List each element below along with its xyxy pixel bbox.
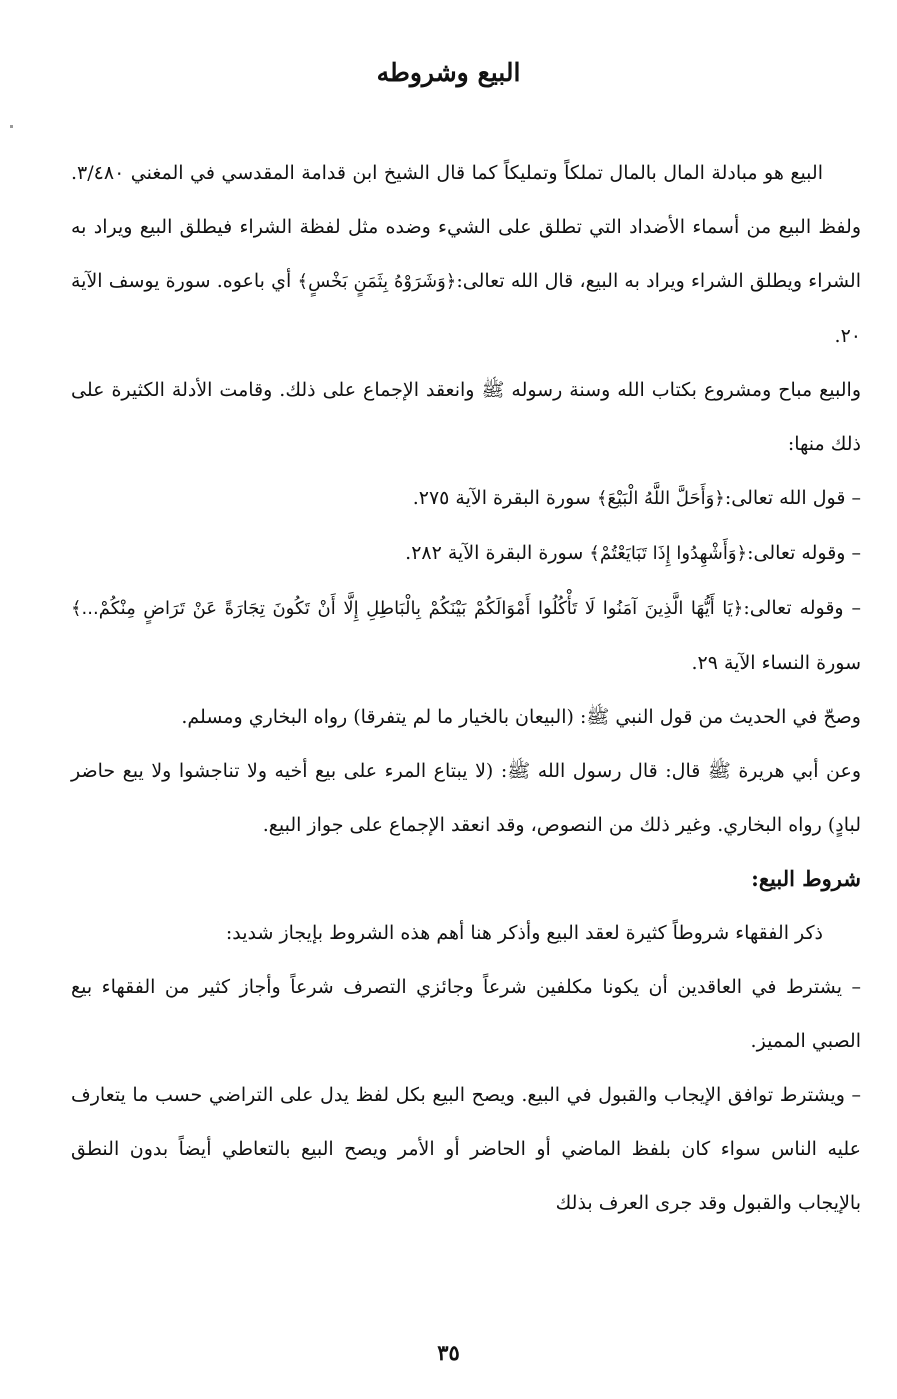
paragraph-definition — [71, 146, 861, 363]
paragraph-hadith-khiyar: وصحّ في الحديث من قول النبي ﷺ: (البيعان بالخيار ما لم يتفرقا) رواه البخاري ومسلم. — [181, 706, 861, 728]
section-heading-conditions: شروط البيع: — [751, 866, 861, 891]
evidence-item-baqarah-282 — [71, 526, 861, 581]
evidence-ref: سورة النساء الآية ٢٩. — [691, 652, 861, 674]
evidence-ref: سورة البقرة الآية ٢٧٥. — [412, 487, 597, 509]
condition-item-parties: – يشترط في العاقدين أن يكونا مكلفين شرعاً وجائزي التصرف شرعاً وأجاز كثير من الفقهاء بيع الصبي المميز. — [71, 976, 861, 1052]
evidence-item-baqarah-275 — [71, 471, 861, 526]
quran-verse-baqarah-282: ﴿وَأَشْهِدُوا إِذَا تَبَايَعْتُمْ﴾ — [589, 543, 748, 564]
scan-mark — [10, 125, 13, 128]
paragraph-definition-text: البيع هو مبادلة المال بالمال تملكاً وتمليكاً كما قال الشيخ ابن قدامة المقدسي في المغني ٣/٤٨٠. ولفظ البيع من أسماء الأضداد التي تطلق على الشيء وضده مثل لفظة الشراء فيطلق البيع ويراد به الشراء ويطلق الشراء ويراد به البيع، قال الله تعالى: — [71, 162, 862, 292]
body-text — [71, 146, 861, 1230]
paragraph-definition-end: أي باعوه. سورة يوسف الآية ٢٠. — [71, 270, 861, 347]
evidence-intro: – وقوله تعالى: — [747, 542, 861, 564]
condition-item-offer-acceptance: – ويشترط توافق الإيجاب والقبول في البيع. ويصح البيع بكل لفظ يدل على التراضي حسب ما يتعارف عليه الناس سواء كان بلفظ الماضي أو الحاضر أو الأمر ويصح البيع بالتعاطي أيضاً بدون النطق بالإيجاب والقبول وقد جرى العرف بذلك — [71, 1084, 861, 1214]
paragraph-legitimacy: والبيع مباح ومشروع بكتاب الله وسنة رسوله ﷺ وانعقد الإجماع على ذلك. وقامت الأدلة الكثيرة على ذلك منها: — [71, 379, 861, 455]
quran-verse-nisa-29: ﴿يَا أَيُّهَا الَّذِينَ آمَنُوا لَا تَأْكُلُوا أَمْوَالَكُمْ بَيْنَكُمْ بِالْبَاطِلِ إِلَّا أَنْ تَكُونَ تِجَارَةً عَنْ تَرَاضٍ مِنْكُمْ...﴾ — [71, 598, 744, 619]
evidence-intro: – وقوله تعالى: — [743, 597, 861, 619]
paragraph-hadith-abu-hurayra: وعن أبي هريرة ﷺ قال: قال رسول الله ﷺ: (لا يبتاع المرء على بيع أخيه ولا تناجشوا ولا يبع حاضر لبادٍ) رواه البخاري. وغير ذلك من النصوص، وقد انعقد الإجماع على جواز البيع. — [71, 760, 861, 836]
evidence-item-nisa-29 — [71, 581, 861, 690]
quran-verse-yusuf: ﴿وَشَرَوْهُ بِثَمَنٍ بَخْسٍ﴾ — [297, 271, 457, 292]
evidence-intro: – قول الله تعالى: — [724, 487, 861, 509]
page-number: ٣٥ — [437, 1340, 460, 1365]
page-title: البيع وشروطه — [376, 58, 521, 87]
evidence-ref: سورة البقرة الآية ٢٨٢. — [405, 542, 590, 564]
quran-verse-baqarah-275: ﴿وَأَحَلَّ اللَّهُ الْبَيْعَ﴾ — [596, 488, 725, 509]
paragraph-conditions-intro: ذكر الفقهاء شروطاً كثيرة لعقد البيع وأذكر هنا أهم هذه الشروط بإيجاز شديد: — [225, 922, 823, 944]
